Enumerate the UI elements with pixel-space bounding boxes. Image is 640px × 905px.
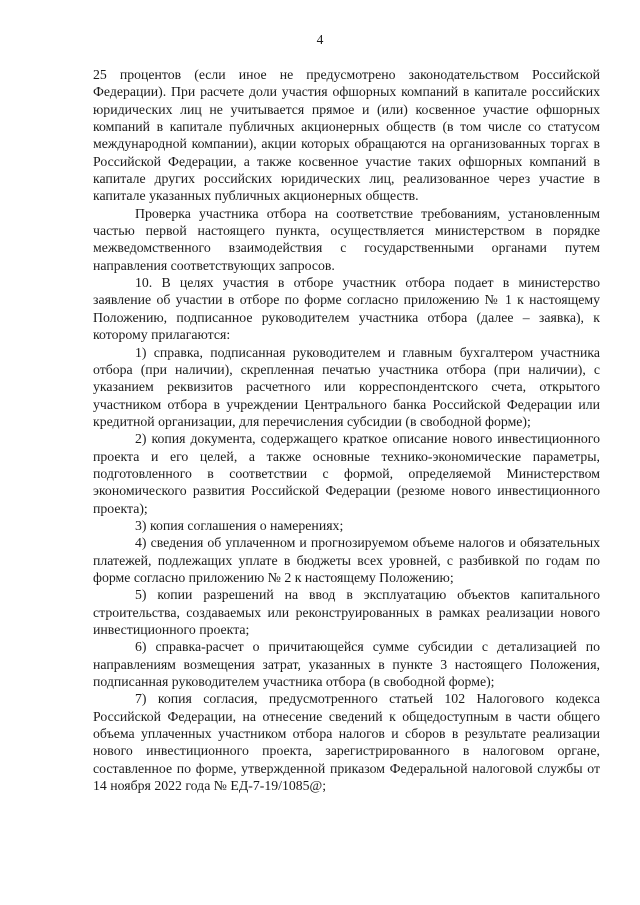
page-number: 4 [316, 32, 324, 47]
list-item-7-tax-consent: 7) копия согласия, предусмотренного статьей 102 Налогового кодекса Российской Федерации, на отнесение сведений к общедоступным в части общего объема уплаченных участником отбора налогов и сборов в результате реализации нового инвестиционного проекта, зарегистрированного в налоговом органе, составленное по форме, утвержденной приказом Федеральной налоговой службы от 14 ноября 2022 года № ЕД-7-19/1085@; [93, 691, 600, 794]
document-body [93, 66, 600, 794]
list-item-5-permits: 5) копии разрешений на ввод в эксплуатацию объектов капитального строительства, создаваемых или реконструированных в рамках реализации нового инвестиционного проекта; [93, 587, 600, 637]
list-item-2-project-summary: 2) копия документа, содержащего краткое описание нового инвестиционного проекта и его целей, а также основные технико-экономические параметры, подготовленного в соответствии с формой, определяемой Министерством экономического развития Российской Федерации (резюме нового инвестиционного проекта); [93, 431, 600, 516]
list-item-6-subsidy-calculation: 6) справка-расчет о причитающейся сумме субсидии с детализацией по направлениям возмещения затрат, указанных в пункте 3 настоящего Положения, подписанная руководителем участника отбора (в свободной форме); [93, 639, 600, 690]
list-item-3-intent-agreement: 3) копия соглашения о намерениях; [135, 517, 344, 533]
list-item-4-tax-info: 4) сведения об уплаченном и прогнозируемом объеме налогов и обязательных платежей, подлежащих уплате в бюджеты всех уровней, с разбивкой по годам по форме согласно приложению № 2 к настоящему Положению; [93, 535, 600, 585]
paragraph-item-10: 10. В целях участия в отборе участник отбора подает в министерство заявление об участии в отборе по форме согласно приложению № 1 к настоящему Положению, подписанное руководителем участника отбора (далее – заявка), к которому прилагаются: [93, 275, 600, 343]
paragraph-offshore-share: 25 процентов (если иное не предусмотрено законодательством Российской Федерации). При расчете доли участия офшорных компаний в капитале российских юридических лиц не учитывается прямое и (или) косвенное участие офшорных компаний в капитале публичных акционерных обществ (в том числе со статусом международной компании), акции которых обращаются на организованных торгах в Российской Федерации, а также косвенное участие таких офшорных компаний в капитале других российских юридических лиц, реализованное через участие в капитале указанных публичных акционерных обществ. [93, 67, 600, 204]
paragraph-verification: Проверка участника отбора на соответствие требованиям, установленным частью первой настоящего пункта, осуществляется министерством в порядке межведомственного взаимодействия с государственными органами путем направления соответствующих запросов. [93, 205, 600, 273]
list-item-1-bank-certificate: 1) справка, подписанная руководителем и главным бухгалтером участника отбора (при наличии), скрепленная печатью участника отбора (при наличии), с указанием реквизитов расчетного или корреспондентского счета, открытого участником отбора в учреждении Центрального банка Российской Федерации или кредитной организации, для перечисления субсидии (в свободной форме); [93, 344, 600, 429]
